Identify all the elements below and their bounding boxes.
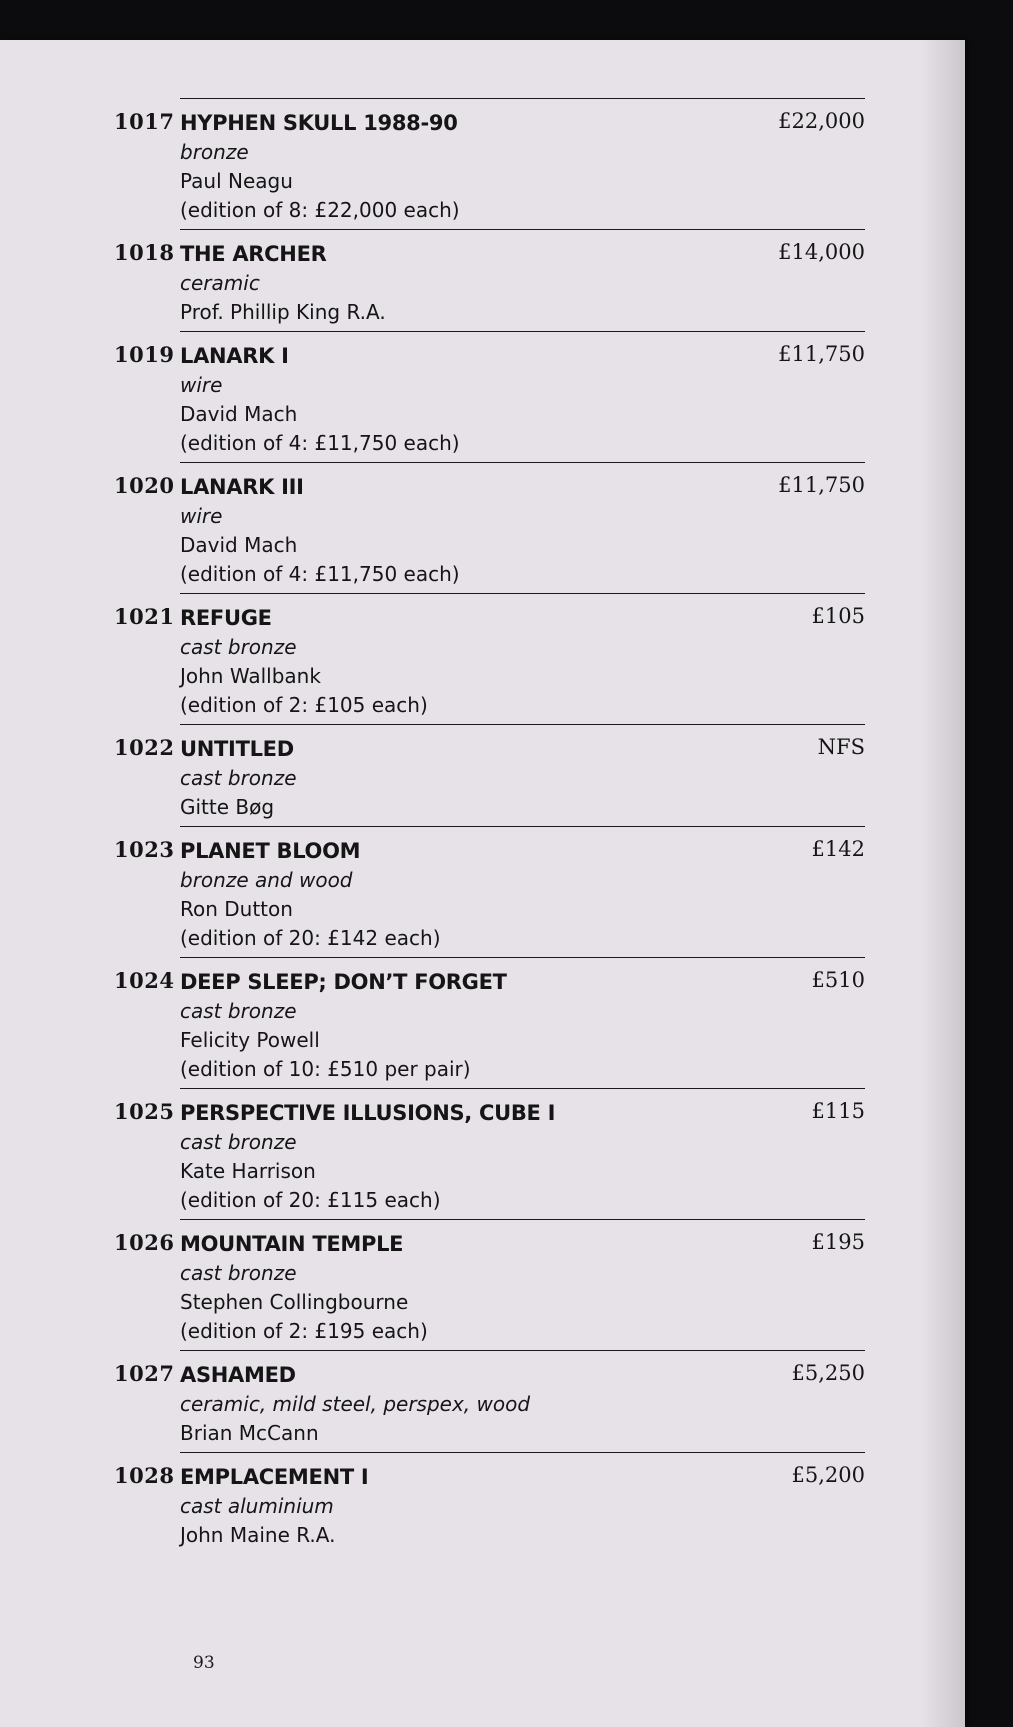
catalogue-entry <box>114 1350 865 1452</box>
price: £5,250 <box>791 1361 865 1385</box>
work-title: MOUNTAIN TEMPLE <box>180 1232 404 1256</box>
work-title: PLANET BLOOM <box>180 839 361 863</box>
artist-name: Brian McCann <box>180 1421 319 1445</box>
edition-info: (edition of 4: £11,750 each) <box>180 431 460 455</box>
lot-number: 1018 <box>114 240 175 265</box>
price: NFS <box>817 735 865 759</box>
artist-name: Prof. Phillip King R.A. <box>180 300 386 324</box>
work-medium: ceramic, mild steel, perspex, wood <box>180 1392 531 1416</box>
price: £510 <box>811 968 865 992</box>
catalogue-entry <box>114 724 865 826</box>
edition-info: (edition of 8: £22,000 each) <box>180 198 460 222</box>
work-title: HYPHEN SKULL 1988-90 <box>180 111 458 135</box>
price: £5,200 <box>791 1463 865 1487</box>
price: £14,000 <box>778 240 865 264</box>
work-title: EMPLACEMENT I <box>180 1465 369 1489</box>
catalogue-entry <box>114 229 865 331</box>
price: £22,000 <box>778 109 865 133</box>
lot-number: 1028 <box>114 1463 175 1488</box>
work-title: REFUGE <box>180 606 272 630</box>
work-medium: wire <box>180 504 223 528</box>
catalogue-entry <box>114 1219 865 1350</box>
price: £11,750 <box>778 342 865 366</box>
work-medium: cast bronze <box>180 1130 297 1154</box>
catalogue-entry <box>114 957 865 1088</box>
artist-name: David Mach <box>180 533 298 557</box>
lot-number: 1026 <box>114 1230 175 1255</box>
lot-number: 1024 <box>114 968 175 993</box>
work-title: PERSPECTIVE ILLUSIONS, CUBE I <box>180 1101 556 1125</box>
work-title: LANARK I <box>180 344 289 368</box>
work-medium: bronze and wood <box>180 868 353 892</box>
price: £142 <box>811 837 865 861</box>
artist-name: David Mach <box>180 402 298 426</box>
artist-name: Ron Dutton <box>180 897 293 921</box>
work-medium: cast bronze <box>180 999 297 1023</box>
price: £195 <box>811 1230 865 1254</box>
work-medium: cast bronze <box>180 635 297 659</box>
catalogue-entries <box>110 98 865 1554</box>
price: £115 <box>811 1099 865 1123</box>
edition-info: (edition of 10: £510 per pair) <box>180 1057 471 1081</box>
artist-name: Stephen Collingbourne <box>180 1290 409 1314</box>
catalogue-entry <box>114 1452 865 1554</box>
work-medium: cast bronze <box>180 1261 297 1285</box>
work-title: THE ARCHER <box>180 242 327 266</box>
work-title: DEEP SLEEP; DON’T FORGET <box>180 970 507 994</box>
lot-number: 1022 <box>114 735 175 760</box>
edition-info: (edition of 20: £142 each) <box>180 926 441 950</box>
work-title: UNTITLED <box>180 737 294 761</box>
work-medium: bronze <box>180 140 249 164</box>
edition-info: (edition of 4: £11,750 each) <box>180 562 460 586</box>
artist-name: John Maine R.A. <box>180 1523 336 1547</box>
price: £11,750 <box>778 473 865 497</box>
catalogue-entry <box>114 593 865 724</box>
lot-number: 1021 <box>114 604 175 629</box>
edition-info: (edition of 2: £195 each) <box>180 1319 428 1343</box>
lot-number: 1020 <box>114 473 175 498</box>
catalogue-page <box>0 40 965 1727</box>
catalogue-entry <box>114 98 865 229</box>
lot-number: 1023 <box>114 837 175 862</box>
lot-number: 1017 <box>114 109 175 134</box>
page-number: 93 <box>193 1653 215 1673</box>
edition-info: (edition of 2: £105 each) <box>180 693 428 717</box>
work-medium: wire <box>180 373 223 397</box>
lot-number: 1019 <box>114 342 175 367</box>
artist-name: John Wallbank <box>180 664 321 688</box>
page-edge-shadow <box>920 40 965 1727</box>
artist-name: Felicity Powell <box>180 1028 320 1052</box>
artist-name: Kate Harrison <box>180 1159 316 1183</box>
work-medium: cast bronze <box>180 766 297 790</box>
work-title: LANARK III <box>180 475 304 499</box>
lot-number: 1027 <box>114 1361 175 1386</box>
catalogue-entry <box>114 1088 865 1219</box>
catalogue-entry <box>114 331 865 462</box>
artist-name: Gitte Bøg <box>180 795 275 819</box>
edition-info: (edition of 20: £115 each) <box>180 1188 441 1212</box>
price: £105 <box>811 604 865 628</box>
artist-name: Paul Neagu <box>180 169 293 193</box>
catalogue-entry <box>114 826 865 957</box>
work-medium: ceramic <box>180 271 260 295</box>
catalogue-entry <box>114 462 865 593</box>
work-title: ASHAMED <box>180 1363 296 1387</box>
lot-number: 1025 <box>114 1099 175 1124</box>
work-medium: cast aluminium <box>180 1494 334 1518</box>
